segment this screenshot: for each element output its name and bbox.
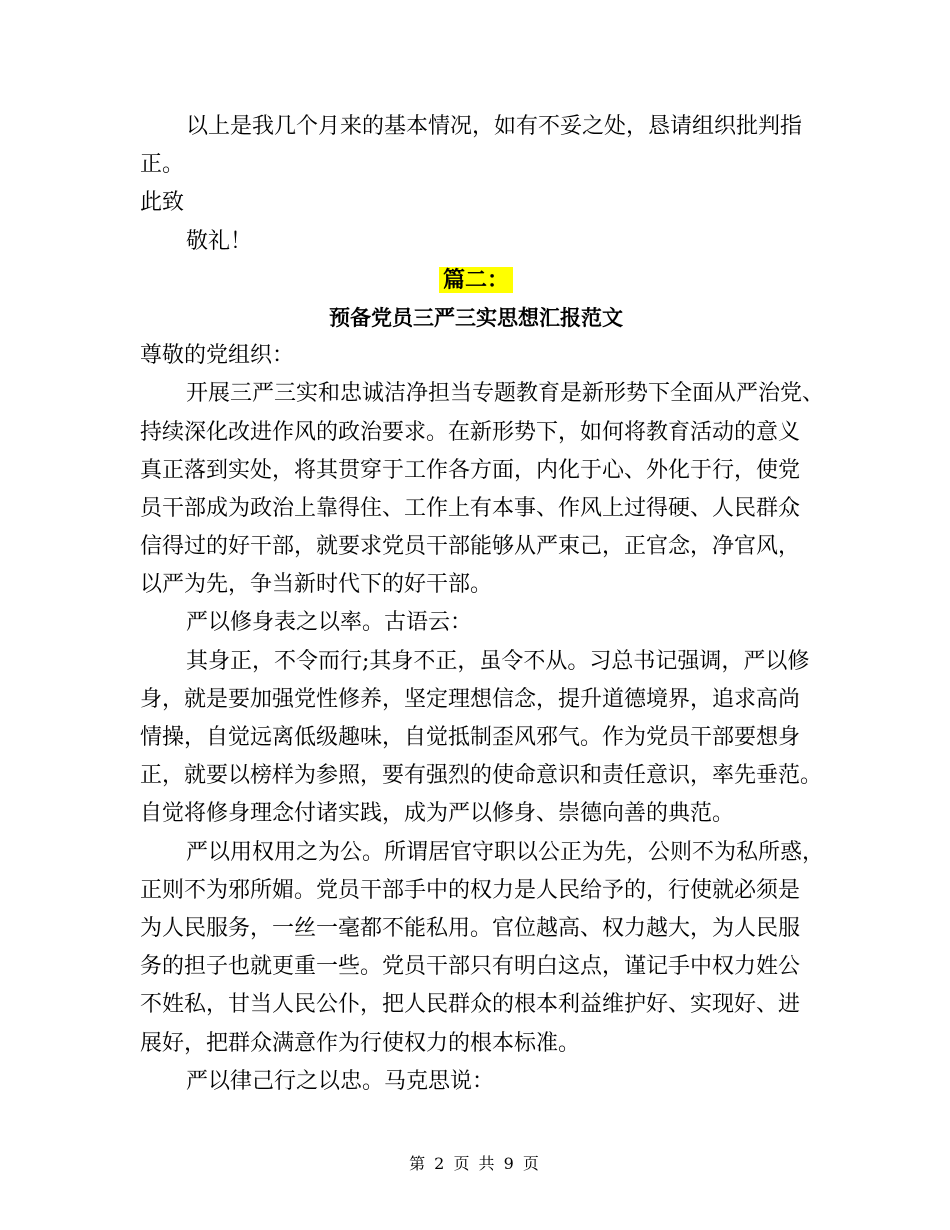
document-body [140, 108, 825, 1101]
closing-paragraph-line-1: 以上是我几个月来的基本情况，如有不妥之处，恳请组织批判指 [186, 114, 803, 139]
paragraph-4-line-3: 为人民服务，一丝一毫都不能私用。官位越高、权力越大，为人民服 [140, 915, 801, 941]
salutation-jing-li: 敬礼！ [186, 228, 253, 254]
document-title: 预备党员三严三实思想汇报范文 [329, 304, 623, 330]
paragraph-3-line-4: 正，就要以榜样为参照，要有强烈的使命意识和责任意识，率先垂范。 [140, 763, 823, 789]
salutation-ci-zhi: 此致 [140, 190, 185, 216]
closing-paragraph-line-2: 正。 [140, 152, 185, 178]
paragraph-3-line-1: 其身正，不令而行;其身不正，虽令不从。习总书记强调，严以修 [186, 648, 810, 674]
paragraph-3-line-2: 身，就是要加强党性修养，坚定理想信念，提升道德境界，追求高尚 [140, 686, 801, 712]
paragraph-3-line-5: 自觉将修身理念付诸实践，成为严以修身、崇德向善的典范。 [140, 801, 735, 827]
paragraph-1-line-5: 信得过的好干部，就要求党员干部能够从严束己，正官念，净官风， [140, 534, 801, 560]
paragraph-1-line-4: 员干部成为政治上靠得住、工作上有本事、作风上过得硬、人民群众 [140, 495, 801, 521]
paragraph-4-line-4: 务的担子也就更重一些。党员干部只有明白这点，谨记手中权力姓公 [140, 954, 801, 980]
page-number-footer: 第 2 页 共 9 页 [409, 1154, 541, 1173]
paragraph-4-line-6: 展好，把群众满意作为行使权力的根本标准。 [140, 1030, 581, 1056]
addressee: 尊敬的党组织： [140, 343, 295, 369]
paragraph-4-line-2: 正则不为邪所媚。党员干部手中的权力是人民给予的，行使就必须是 [140, 877, 801, 903]
paragraph-1-line-2: 持续深化改进作风的政治要求。在新形势下，如何将教育活动的意义 [140, 419, 801, 445]
paragraph-1-line-6: 以严为先，争当新时代下的好干部。 [140, 572, 493, 598]
section-heading [140, 261, 812, 299]
paragraph-1-line-1: 开展三严三实和忠诚洁净担当专题教育是新形势下全面从严治党、 [186, 381, 825, 407]
paragraph-3-line-3: 情操，自觉远离低级趣味，自觉抵制歪风邪气。作为党员干部要想身 [140, 725, 801, 750]
paragraph-4-line-5: 不姓私，甘当人民公仆，把人民群众的根本利益维护好、实现好、进 [140, 992, 801, 1018]
paragraph-4-line-1: 严以用权用之为公。所谓居官守职以公正为先，公则不为私所惑， [186, 839, 825, 865]
paragraph-1-line-3: 真正落到实处，将其贯穿于工作各方面，内化于心、外化于行，使党 [140, 457, 801, 483]
section-label-highlight: 篇二： [439, 267, 513, 293]
paragraph-2-line-1: 严以修身表之以率。古语云： [186, 610, 473, 636]
paragraph-5-line-1: 严以律己行之以忠。马克思说： [186, 1068, 495, 1094]
